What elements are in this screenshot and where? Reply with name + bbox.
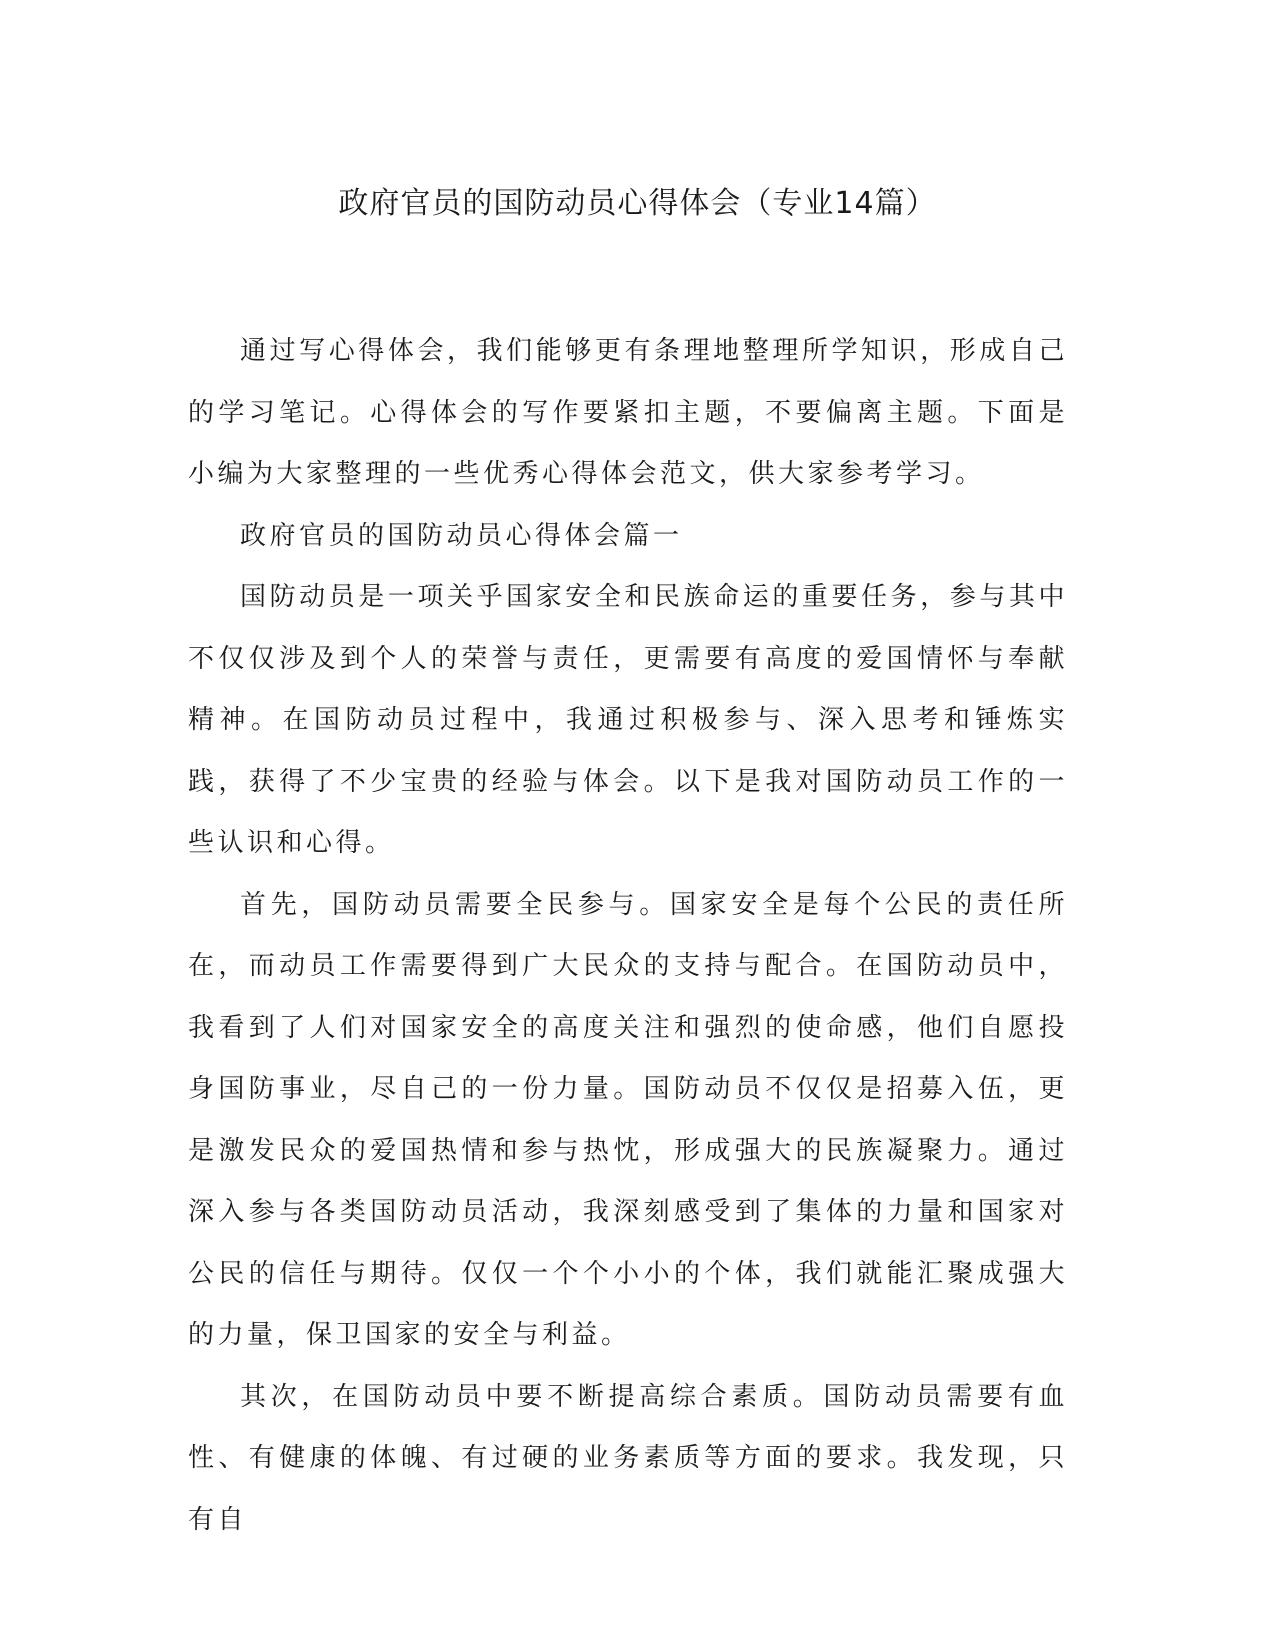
body-paragraph: 首先，国防动员需要全民参与。国家安全是每个公民的责任所在，而动员工作需要得到广大民众的支持与配合。在国防动员中，我看到了人们对国家安全的高度关注和强烈的使命感，他们自愿投身国防事业，尽自己的一份力量。国防动员不仅仅是招募入伍，更是激发民众的爱国热情和参与热忱，形成强大的民族凝聚力。通过深入参与各类国防动员活动，我深刻感受到了集体的力量和国家对公民的信任与期待。仅仅一个个小小的个体，我们就能汇聚成强大的力量，保卫国家的安全与利益。 [188,889,1068,1350]
body-paragraph: 国防动员是一项关乎国家安全和民族命运的重要任务，参与其中不仅仅涉及到个人的荣誉与责任，更需要有高度的爱国情怀与奉献精神。在国防动员过程中，我通过积极参与、深入思考和锤炼实践，获得了不少宝贵的经验与体会。以下是我对国防动员工作的一些认识和心得。 [188,582,1068,858]
body-paragraph: 其次，在国防动员中要不断提高综合素质。国防动员需要有血性、有健康的体魄、有过硬的业务素质等方面的要求。我发现，只有自 [188,1381,1068,1535]
section-heading: 政府官员的国防动员心得体会篇一 [240,520,683,551]
document-title: 政府官员的国防动员心得体会（专业14篇） [338,186,937,221]
intro-paragraph: 通过写心得体会，我们能够更有条理地整理所学知识，形成自己的学习笔记。心得体会的写作要紧扣主题，不要偏离主题。下面是小编为大家整理的一些优秀心得体会范文，供大家参考学习。 [188,336,1068,489]
document-body [188,321,1068,1551]
